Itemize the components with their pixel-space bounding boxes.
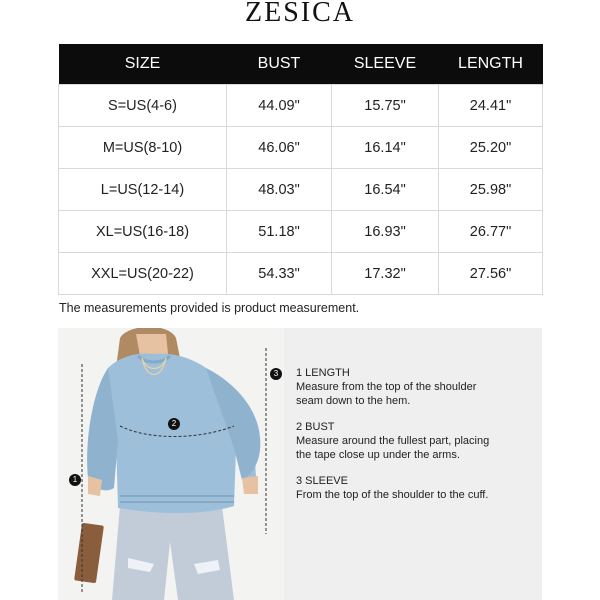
cell-sleeve: 15.75"	[332, 85, 439, 127]
measurement-note: The measurements provided is product measurement.	[59, 301, 360, 315]
guide-sleeve	[296, 474, 536, 502]
guide-length-desc: Measure from the top of the shoulder	[296, 381, 477, 393]
header-bust: BUST	[227, 44, 332, 85]
cell-bust: 54.33"	[227, 253, 332, 295]
header-length: LENGTH	[439, 44, 543, 85]
measurement-guide-panel	[284, 328, 542, 600]
cell-bust: 48.03"	[227, 169, 332, 211]
header-size: SIZE	[59, 44, 227, 85]
cell-length: 25.98"	[439, 169, 543, 211]
size-chart-table	[58, 44, 543, 295]
guide-length-desc-2: seam down to the hem.	[296, 395, 411, 407]
brand-logo: ZESICA	[245, 0, 355, 28]
cell-sleeve: 16.14"	[332, 127, 439, 169]
table-row	[59, 169, 543, 211]
cell-length: 27.56"	[439, 253, 543, 295]
guide-sleeve-title: 3 SLEEVE	[296, 475, 348, 487]
cell-bust: 44.09"	[227, 85, 332, 127]
table-row	[59, 85, 543, 127]
guide-bust-desc-2: the tape close up under the arms.	[296, 449, 460, 461]
table-row	[59, 253, 543, 295]
cell-size: M=US(8-10)	[59, 127, 227, 169]
header-sleeve: SLEEVE	[332, 44, 439, 85]
cell-bust: 46.06"	[227, 127, 332, 169]
guide-sleeve-desc: From the top of the shoulder to the cuff.	[296, 489, 489, 501]
cell-size: XXL=US(20-22)	[59, 253, 227, 295]
marker-3-badge: 3	[270, 368, 282, 380]
cell-size: L=US(12-14)	[59, 169, 227, 211]
cell-length: 26.77"	[439, 211, 543, 253]
cell-size: S=US(4-6)	[59, 85, 227, 127]
guide-length-title: 1 LENGTH	[296, 367, 350, 379]
guide-length	[296, 366, 536, 408]
table-header-row	[59, 44, 543, 85]
guide-bust	[296, 420, 536, 462]
cell-sleeve: 17.32"	[332, 253, 439, 295]
model-photo	[58, 328, 284, 600]
cell-sleeve: 16.54"	[332, 169, 439, 211]
cell-bust: 51.18"	[227, 211, 332, 253]
marker-1-badge: 1	[69, 474, 81, 486]
cell-sleeve: 16.93"	[332, 211, 439, 253]
table-row	[59, 211, 543, 253]
marker-2-badge: 2	[168, 418, 180, 430]
guide-bust-desc: Measure around the fullest part, placing	[296, 435, 490, 447]
cell-length: 24.41"	[439, 85, 543, 127]
cell-length: 25.20"	[439, 127, 543, 169]
guide-bust-title: 2 BUST	[296, 421, 335, 433]
cell-size: XL=US(16-18)	[59, 211, 227, 253]
table-row	[59, 127, 543, 169]
model-illustration	[58, 328, 284, 600]
